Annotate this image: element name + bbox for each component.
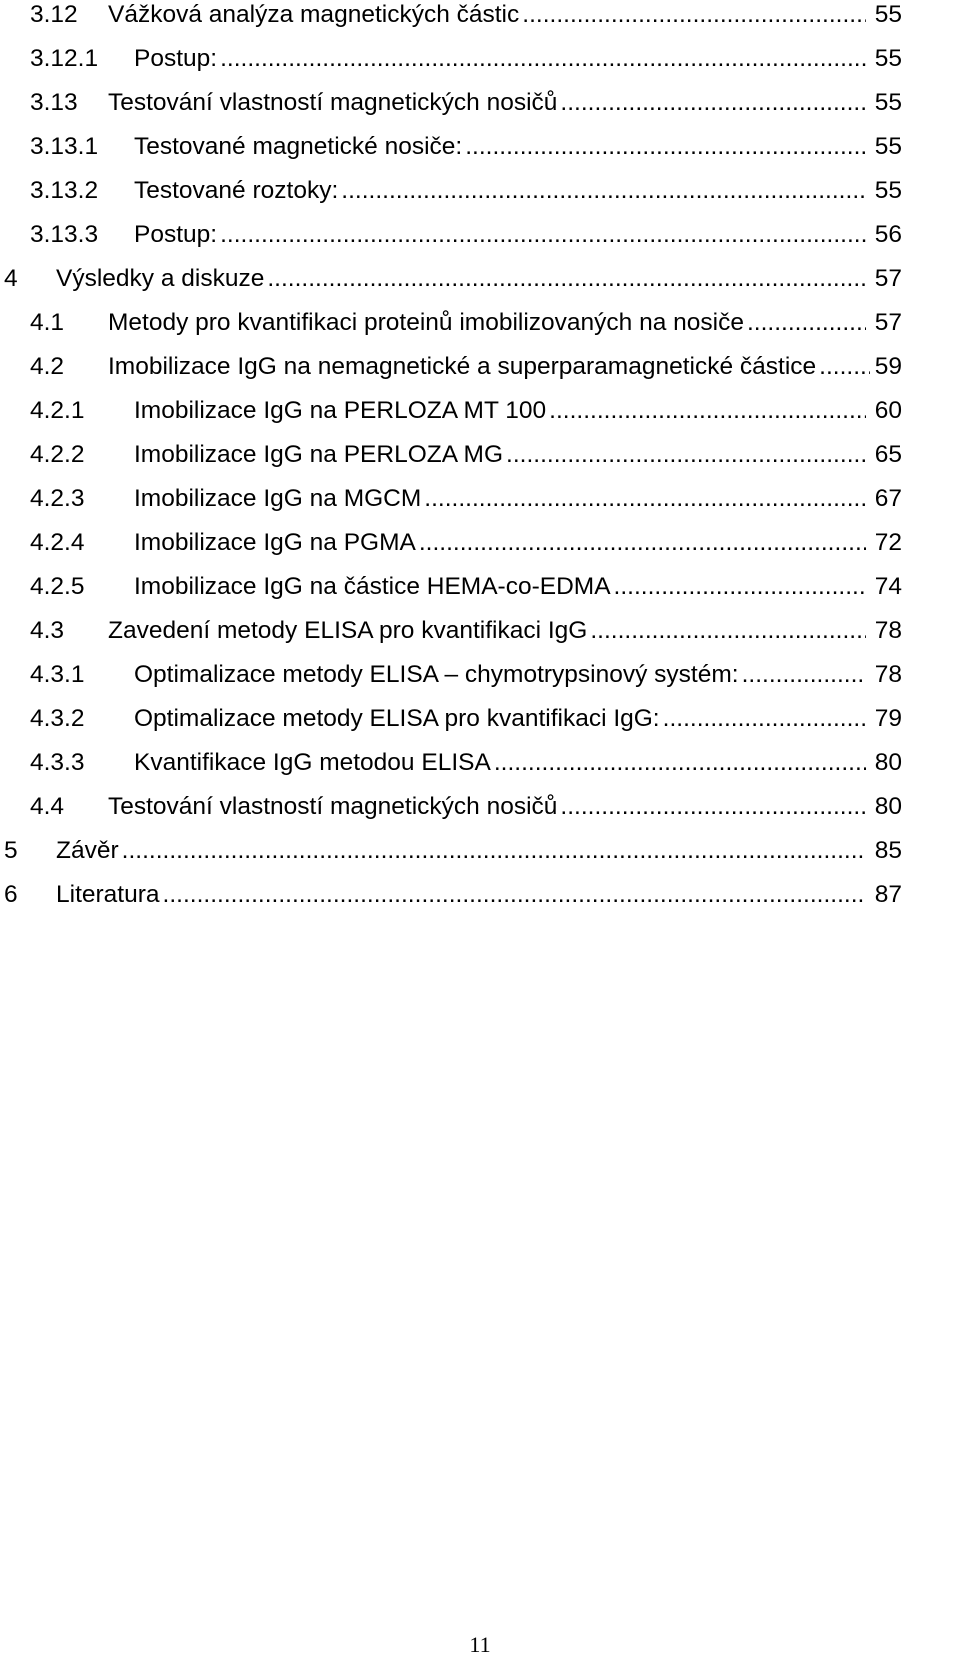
dot-leader xyxy=(819,352,870,382)
toc-entry-title: Postup: xyxy=(134,220,220,250)
toc-entry-title: Testované roztoky: xyxy=(134,176,341,206)
dot-leader xyxy=(549,396,866,426)
toc-entry[interactable] xyxy=(0,528,960,558)
toc-entry-page: 55 xyxy=(874,1,902,28)
toc-entry-page: 57 xyxy=(874,309,902,336)
toc-entry-number: 4.2.1 xyxy=(30,397,85,424)
dot-leader xyxy=(590,616,866,646)
toc-entry-number: 4.3.3 xyxy=(30,749,85,776)
toc-entry[interactable] xyxy=(0,308,960,338)
toc-entry-number: 4.2.2 xyxy=(30,441,85,468)
toc-entry-page: 72 xyxy=(874,529,902,556)
toc-entry[interactable] xyxy=(0,484,960,514)
toc-entry[interactable] xyxy=(0,0,960,30)
toc-entry-page: 65 xyxy=(874,441,902,468)
toc-entry-page: 80 xyxy=(874,749,902,776)
toc-entry-title: Vážková analýza magnetických částic xyxy=(108,0,522,30)
toc-entry-page: 60 xyxy=(874,397,902,424)
toc-entry-title: Optimalizace metody ELISA – chymotrypsinový systém: xyxy=(134,660,742,690)
toc-entry-number: 3.13 xyxy=(30,89,78,116)
dot-leader xyxy=(560,88,866,118)
dot-leader xyxy=(506,440,866,470)
toc-entry-number: 3.13.3 xyxy=(30,221,99,248)
toc-entry-page: 57 xyxy=(874,265,902,292)
toc-entry-number: 3.12.1 xyxy=(30,45,99,72)
dot-leader xyxy=(747,308,866,338)
dot-leader xyxy=(560,792,866,822)
toc-entry-page: 85 xyxy=(874,837,902,864)
toc-entry-title: Kvantifikace IgG metodou ELISA xyxy=(134,748,494,778)
toc-entry[interactable] xyxy=(0,440,960,470)
toc-entry-title: Výsledky a diskuze xyxy=(56,264,267,294)
toc-entry[interactable] xyxy=(0,572,960,602)
toc-entry-page: 59 xyxy=(874,353,902,380)
dot-leader xyxy=(122,836,866,866)
toc-entry-title: Zavedení metody ELISA pro kvantifikaci IgG xyxy=(108,616,590,646)
toc-entry-number: 4 xyxy=(4,265,18,292)
toc-entry[interactable] xyxy=(0,880,960,910)
toc-entry[interactable] xyxy=(0,88,960,118)
toc-entry-title: Testování vlastností magnetických nosičů xyxy=(108,792,560,822)
dot-leader xyxy=(424,484,866,514)
toc-entry-title: Metody pro kvantifikaci proteinů imobilizovaných na nosiče xyxy=(108,308,747,338)
toc-entry-page: 78 xyxy=(874,661,902,688)
toc-entry-title: Imobilizace IgG na částice HEMA-co-EDMA xyxy=(134,572,614,602)
toc-entry[interactable] xyxy=(0,132,960,162)
toc-entry[interactable] xyxy=(0,616,960,646)
toc-entry-page: 56 xyxy=(874,221,902,248)
dot-leader xyxy=(419,528,866,558)
toc-entry-number: 4.1 xyxy=(30,309,65,336)
toc-entry-page: 67 xyxy=(874,485,902,512)
toc-entry-title: Optimalizace metody ELISA pro kvantifikaci IgG: xyxy=(134,704,663,734)
toc-entry-title: Testované magnetické nosiče: xyxy=(134,132,465,162)
toc-entry-page: 80 xyxy=(874,793,902,820)
toc-entry[interactable] xyxy=(0,836,960,866)
toc-entry-title: Literatura xyxy=(56,880,163,910)
toc-entry[interactable] xyxy=(0,352,960,382)
toc-entry-number: 4.3.1 xyxy=(30,661,85,688)
page-number: 11 xyxy=(469,1632,491,1657)
dot-leader xyxy=(614,572,866,602)
toc-entry-number: 4.3.2 xyxy=(30,705,85,732)
toc-entry-title: Imobilizace IgG na PGMA xyxy=(134,528,419,558)
toc-entry-page: 55 xyxy=(874,89,902,116)
toc-entry-number: 6 xyxy=(4,881,18,908)
toc-entry-title: Imobilizace IgG na PERLOZA MG xyxy=(134,440,506,470)
dot-leader xyxy=(163,880,866,910)
dot-leader xyxy=(465,132,866,162)
toc-entry-number: 4.2.3 xyxy=(30,485,85,512)
dot-leader xyxy=(267,264,866,294)
toc-entry-number: 4.2.5 xyxy=(30,573,85,600)
toc-entry-page: 55 xyxy=(874,133,902,160)
toc-entry-number: 4.3 xyxy=(30,617,65,644)
toc-entry[interactable] xyxy=(0,748,960,778)
dot-leader xyxy=(341,176,866,206)
toc-entry[interactable] xyxy=(0,264,960,294)
toc-entry-number: 3.12 xyxy=(30,1,78,28)
dot-leader xyxy=(494,748,866,778)
toc-entry-page: 79 xyxy=(874,705,902,732)
dot-leader xyxy=(663,704,866,734)
toc-entry-page: 55 xyxy=(874,177,902,204)
toc-entry-title: Imobilizace IgG na MGCM xyxy=(134,484,424,514)
dot-leader xyxy=(522,0,866,30)
toc-entry-number: 4.2.4 xyxy=(30,529,85,556)
toc-entry[interactable] xyxy=(0,220,960,250)
toc-entry-title: Imobilizace IgG na PERLOZA MT 100 xyxy=(134,396,549,426)
toc-entry-title: Postup: xyxy=(134,44,220,74)
dot-leader xyxy=(220,220,866,250)
toc-entry-page: 55 xyxy=(874,45,902,72)
toc-entry[interactable] xyxy=(0,176,960,206)
toc-entry[interactable] xyxy=(0,704,960,734)
toc-entry-number: 4.4 xyxy=(30,793,65,820)
dot-leader xyxy=(742,660,866,690)
toc-entry[interactable] xyxy=(0,660,960,690)
toc-entry-page: 87 xyxy=(874,881,902,908)
toc-entry-number: 3.13.2 xyxy=(30,177,99,204)
dot-leader xyxy=(220,44,866,74)
toc-entry[interactable] xyxy=(0,44,960,74)
toc-entry-number: 5 xyxy=(4,837,18,864)
toc-entry-title: Závěr xyxy=(56,836,122,866)
toc-entry-page: 74 xyxy=(874,573,902,600)
toc-entry-title: Imobilizace IgG na nemagnetické a superparamagnetické částice xyxy=(108,352,819,382)
toc-entry-title: Testování vlastností magnetických nosičů xyxy=(108,88,560,118)
toc-entry[interactable] xyxy=(0,396,960,426)
toc-entry-number: 4.2 xyxy=(30,353,65,380)
toc-entry[interactable] xyxy=(0,792,960,822)
toc-entry-number: 3.13.1 xyxy=(30,133,99,160)
toc-entry-page: 78 xyxy=(874,617,902,644)
